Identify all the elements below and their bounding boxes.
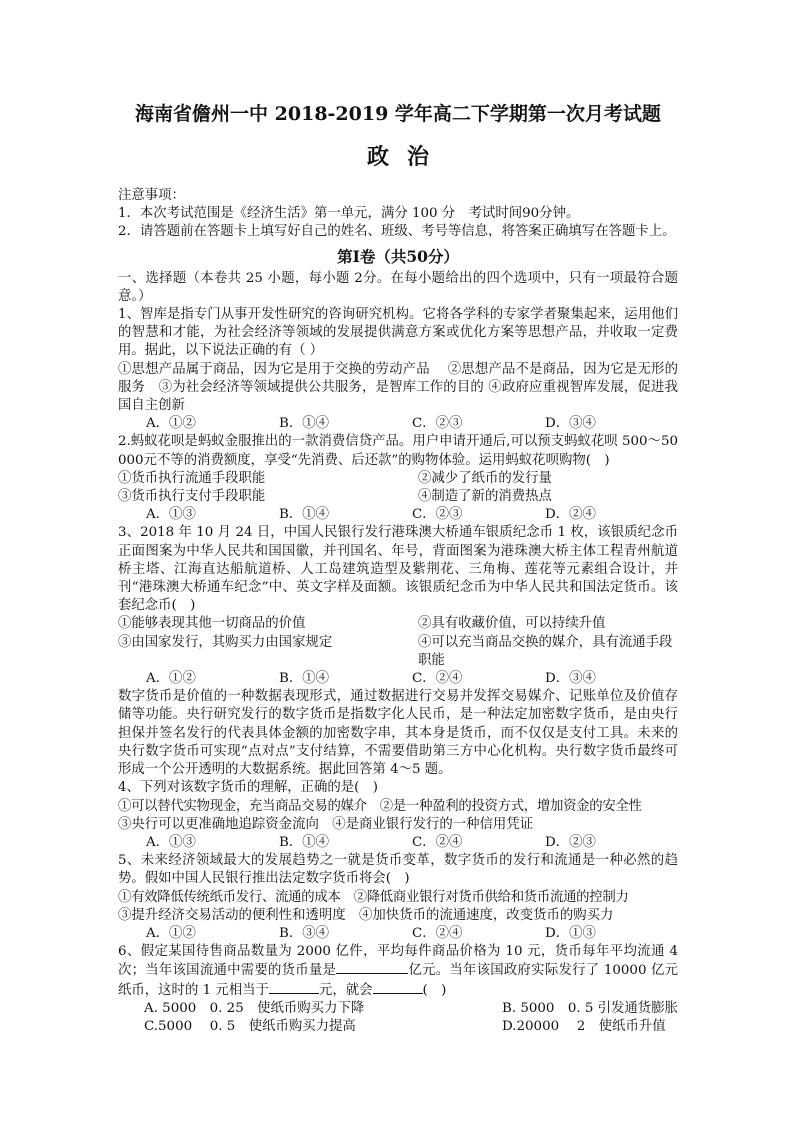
notes-section — [118, 187, 678, 242]
choice-c: C．②④ — [412, 925, 463, 941]
statement: ②减少了纸币的发行量 — [418, 470, 552, 486]
choice-a: A．①③ — [146, 507, 196, 523]
statement: ②具有收藏价值，可以持续升值 — [418, 616, 606, 632]
choice-d: D．②④ — [545, 507, 596, 523]
statement-line: ①可以替代实物现金，充当商品交易的媒介 ②是一种盈利的投资方式，增加资金的安全性 — [118, 798, 642, 814]
question-4 — [118, 779, 678, 852]
choice-d: D.20000 2 使纸币升值 — [502, 1018, 666, 1034]
statement: ③货币执行支付手段职能 — [118, 489, 266, 505]
stem-part: 元，就会 — [318, 982, 373, 998]
question-5 — [118, 852, 678, 943]
statement-line: ③提升经济交易活动的便利性和透明度 ④加快货币的流通速度，改变货币的购买力 — [118, 907, 614, 923]
choice-a: A．①② — [146, 671, 196, 687]
statement: ④制造了新的消费热点 — [418, 489, 552, 505]
statement-row — [118, 488, 678, 506]
answer-choices — [118, 415, 678, 433]
subject-title: 政治 — [366, 144, 447, 170]
choice-a: A．①② — [146, 416, 196, 432]
choice-b: B．①④ — [279, 416, 330, 432]
statement-line: ③央行可以更准确地追踪资金流向 ④是商业银行发行的一种信用凭证 — [118, 816, 534, 832]
question-1 — [118, 306, 678, 433]
choice-d: D．②③ — [545, 834, 596, 850]
choice-c: C．②③ — [412, 507, 463, 523]
stem-part: 亿元。当年该国政府实际发行了 10000 亿元纸币，这时的 1 元相当于 — [118, 963, 678, 998]
question-stem: 5、未来经济领域最大的发展趋势之一就是货币变革，数字货币的发行和流通是一种必然的趋势。假如中国人民银行推出法定数字货币将会( ) — [118, 853, 678, 887]
notes-heading: 注意事项： — [118, 188, 185, 203]
statement: ③由国家发行，其购买力由国家规定 — [118, 634, 333, 650]
question-stem: 1、智库是指专门从事开发性研究的咨询研究机构。它将各学科的专家学者聚集起来，运用他们的智慧和才能，为社会经济等领域的发展提供满意方案或优化方案等思想产品，并收取一定费用。据此，以下说法正确的有（ ） — [118, 307, 678, 359]
choice-a: A．①② — [146, 925, 196, 941]
statement-row — [118, 615, 678, 633]
question-stem: 2.蚂蚁花呗是蚂蚁金服推出的一款消费信贷产品。用户申请开通后,可以预支蚂蚁花呗 500～50 000元不等的消费额度，享受“先消费、后还款”的购物体验。运用蚂蚁花呗购物( ) — [118, 434, 678, 468]
choice-b: B. 5000 0. 5 引发通货膨胀 — [502, 1000, 678, 1016]
choice-a: A．①③ — [146, 834, 196, 850]
choice-c: C．②③ — [412, 416, 463, 432]
choice-a: A. 5000 0. 25 使纸币购买力下降 — [144, 1000, 365, 1016]
answer-choices — [118, 506, 678, 524]
statement-row — [118, 470, 678, 488]
choice-d: D．①③ — [545, 925, 596, 941]
exam-page — [118, 100, 678, 1036]
choice-b: B．③④ — [279, 925, 330, 941]
statement-row — [118, 634, 678, 670]
section-intro: 一、选择题（本卷共 25 小题，每小题 2分。在每小题给出的四个选项中，只有一项最符合题意。） — [118, 270, 678, 304]
part-title: 第Ⅰ卷（共50分） — [337, 246, 459, 266]
answer-blank — [336, 961, 408, 974]
question-3 — [118, 524, 678, 688]
question-6 — [118, 943, 678, 1036]
statement: ①能够表现其他一切商品的价值 — [118, 616, 306, 632]
answer-blank — [373, 981, 423, 994]
question-stem: 3、2018 年 10 月 24 日，中国人民银行发行港珠澳大桥通车银质纪念币 1 枚，该银质纪念币正面图案为中华人民共和国国徽，并刊国名、年号，背面图案为港珠澳大桥主体工程青州航道桥主塔、江海直达船航道桥、人工岛建筑造型及紫荆花、三角梅、莲花等元素组合设计，并刊“港珠澳大桥通车纪念”中、英文字样及面额。该银质纪念币为中华人民共和国法定货币。该套纪念币( ) — [118, 525, 678, 614]
stem-part: ( ) — [422, 982, 447, 998]
option-row — [118, 1018, 678, 1036]
answer-choices — [118, 670, 678, 688]
statement: ④可以充当商品交换的媒介，具有流通手段职能 — [418, 634, 673, 668]
choice-b: B．①④ — [279, 671, 330, 687]
answer-choices — [118, 834, 678, 852]
choice-c: C.5000 0. 5 使纸币购买力提高 — [144, 1018, 356, 1034]
question-stem — [118, 943, 678, 1000]
option-row — [118, 1000, 678, 1018]
statement: ①货币执行流通手段职能 — [118, 470, 266, 486]
choice-d: D．③④ — [545, 671, 596, 687]
choice-b: B．①④ — [279, 507, 330, 523]
choice-c: C．②④ — [412, 671, 463, 687]
exam-title: 海南省儋州一中 2018-2019 学年高二下学期第一次月考试题 — [135, 103, 661, 125]
stem-part: 6、假定某国待售商品数量为 2000 亿件，平均每件商品价格为 10 元，货币每年平均流通 4 次；当年该国流通中需要的货币量是 — [118, 944, 678, 979]
question-stem: 4、下列对该数字货币的理解，正确的是( ) — [118, 780, 378, 796]
question-statements: ①思想产品属于商品，因为它是用于交换的劳动产品 ②思想产品不是商品，因为它是无形的服务 ③为社会经济等领域提供公共服务，是智库工作的目的 ④政府应重视智库发展，促进我国自主创新 — [118, 361, 678, 414]
choice-d: D．③④ — [545, 416, 596, 432]
reading-material: 数字货币是价值的一种数据表现形式，通过数据进行交易并发挥交易媒介、记账单位及价值存储等功能。央行研究发行的数字货币是指数字化人民币，是一种法定加密数字货币，是由央行担保并签名发行的代表具体金额的加密数字串，其本身是货币，而不仅仅是支付工具。未来的央行数字货币可实现“点对点”支付结算，不需要借助第三方中心化机构。央行数字货币最终可形成一个公开透明的大数据系统。据此回答第 4～5 题。 — [118, 689, 678, 778]
choice-b: B．①④ — [279, 834, 330, 850]
question-2 — [118, 433, 678, 524]
note-item: 1．本次考试范围是《经济生活》第一单元，满分 100 分 考试时间90分钟。 — [118, 206, 580, 222]
answer-choices — [118, 925, 678, 943]
answer-blank — [269, 981, 319, 994]
statement-line: ①有效降低传统纸币发行、流通的成本 ②降低商业银行对货币供给和货币流通的控制力 — [118, 889, 629, 905]
note-item: 2．请答题前在答题卡上填写好自己的姓名、班级、考号等信息，将答案正确填写在答题卡上。 — [118, 224, 676, 240]
choice-c: C．②④ — [412, 834, 463, 850]
